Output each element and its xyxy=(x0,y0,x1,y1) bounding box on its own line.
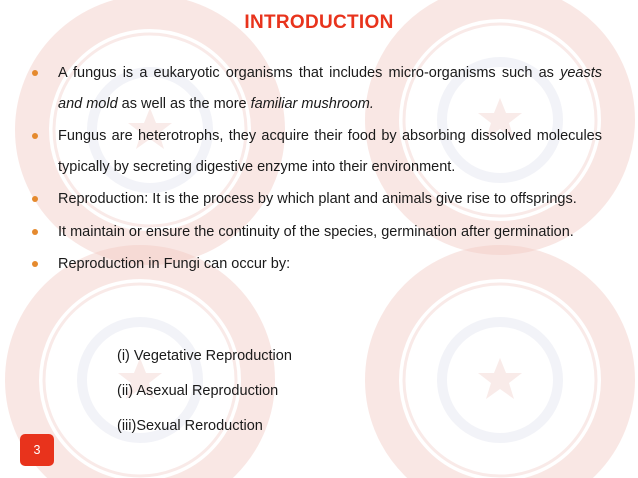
sub-item-vegetative: (i) Vegetative Reproduction xyxy=(117,348,292,364)
bullet-item-fungi-reproduction: Reproduction in Fungi can occur by: xyxy=(30,249,602,280)
bullet-list xyxy=(30,58,602,282)
bullet-item-continuity: It maintain or ensure the continuity of the species, germination after germination. xyxy=(30,217,602,248)
bullet-item-heterotrophs: Fungus are heterotrophs, they acquire their food by absorbing dissolved molecules typically by secreting digestive enzyme into their environment. xyxy=(30,121,602,182)
bullet-item-definition xyxy=(30,58,602,119)
bullet-text: A fungus is a eukaryotic organisms that includes micro-organisms such as xyxy=(58,65,561,81)
bullet-text-italic: yeasts and mold xyxy=(58,65,602,112)
bullet-item-reproduction: Reproduction: It is the process by which plant and animals give rise to offsprings. xyxy=(30,184,602,215)
bullet-text-italic: familiar mushroom. xyxy=(250,95,374,112)
page-number-badge: 3 xyxy=(20,434,54,466)
slide-title: INTRODUCTION xyxy=(244,12,394,33)
bullet-text: as well as the more xyxy=(117,95,251,112)
sub-item-asexual: (ii) Asexual Reproduction xyxy=(117,383,279,399)
sub-item-sexual: (iii)Sexual Reroduction xyxy=(117,418,263,434)
